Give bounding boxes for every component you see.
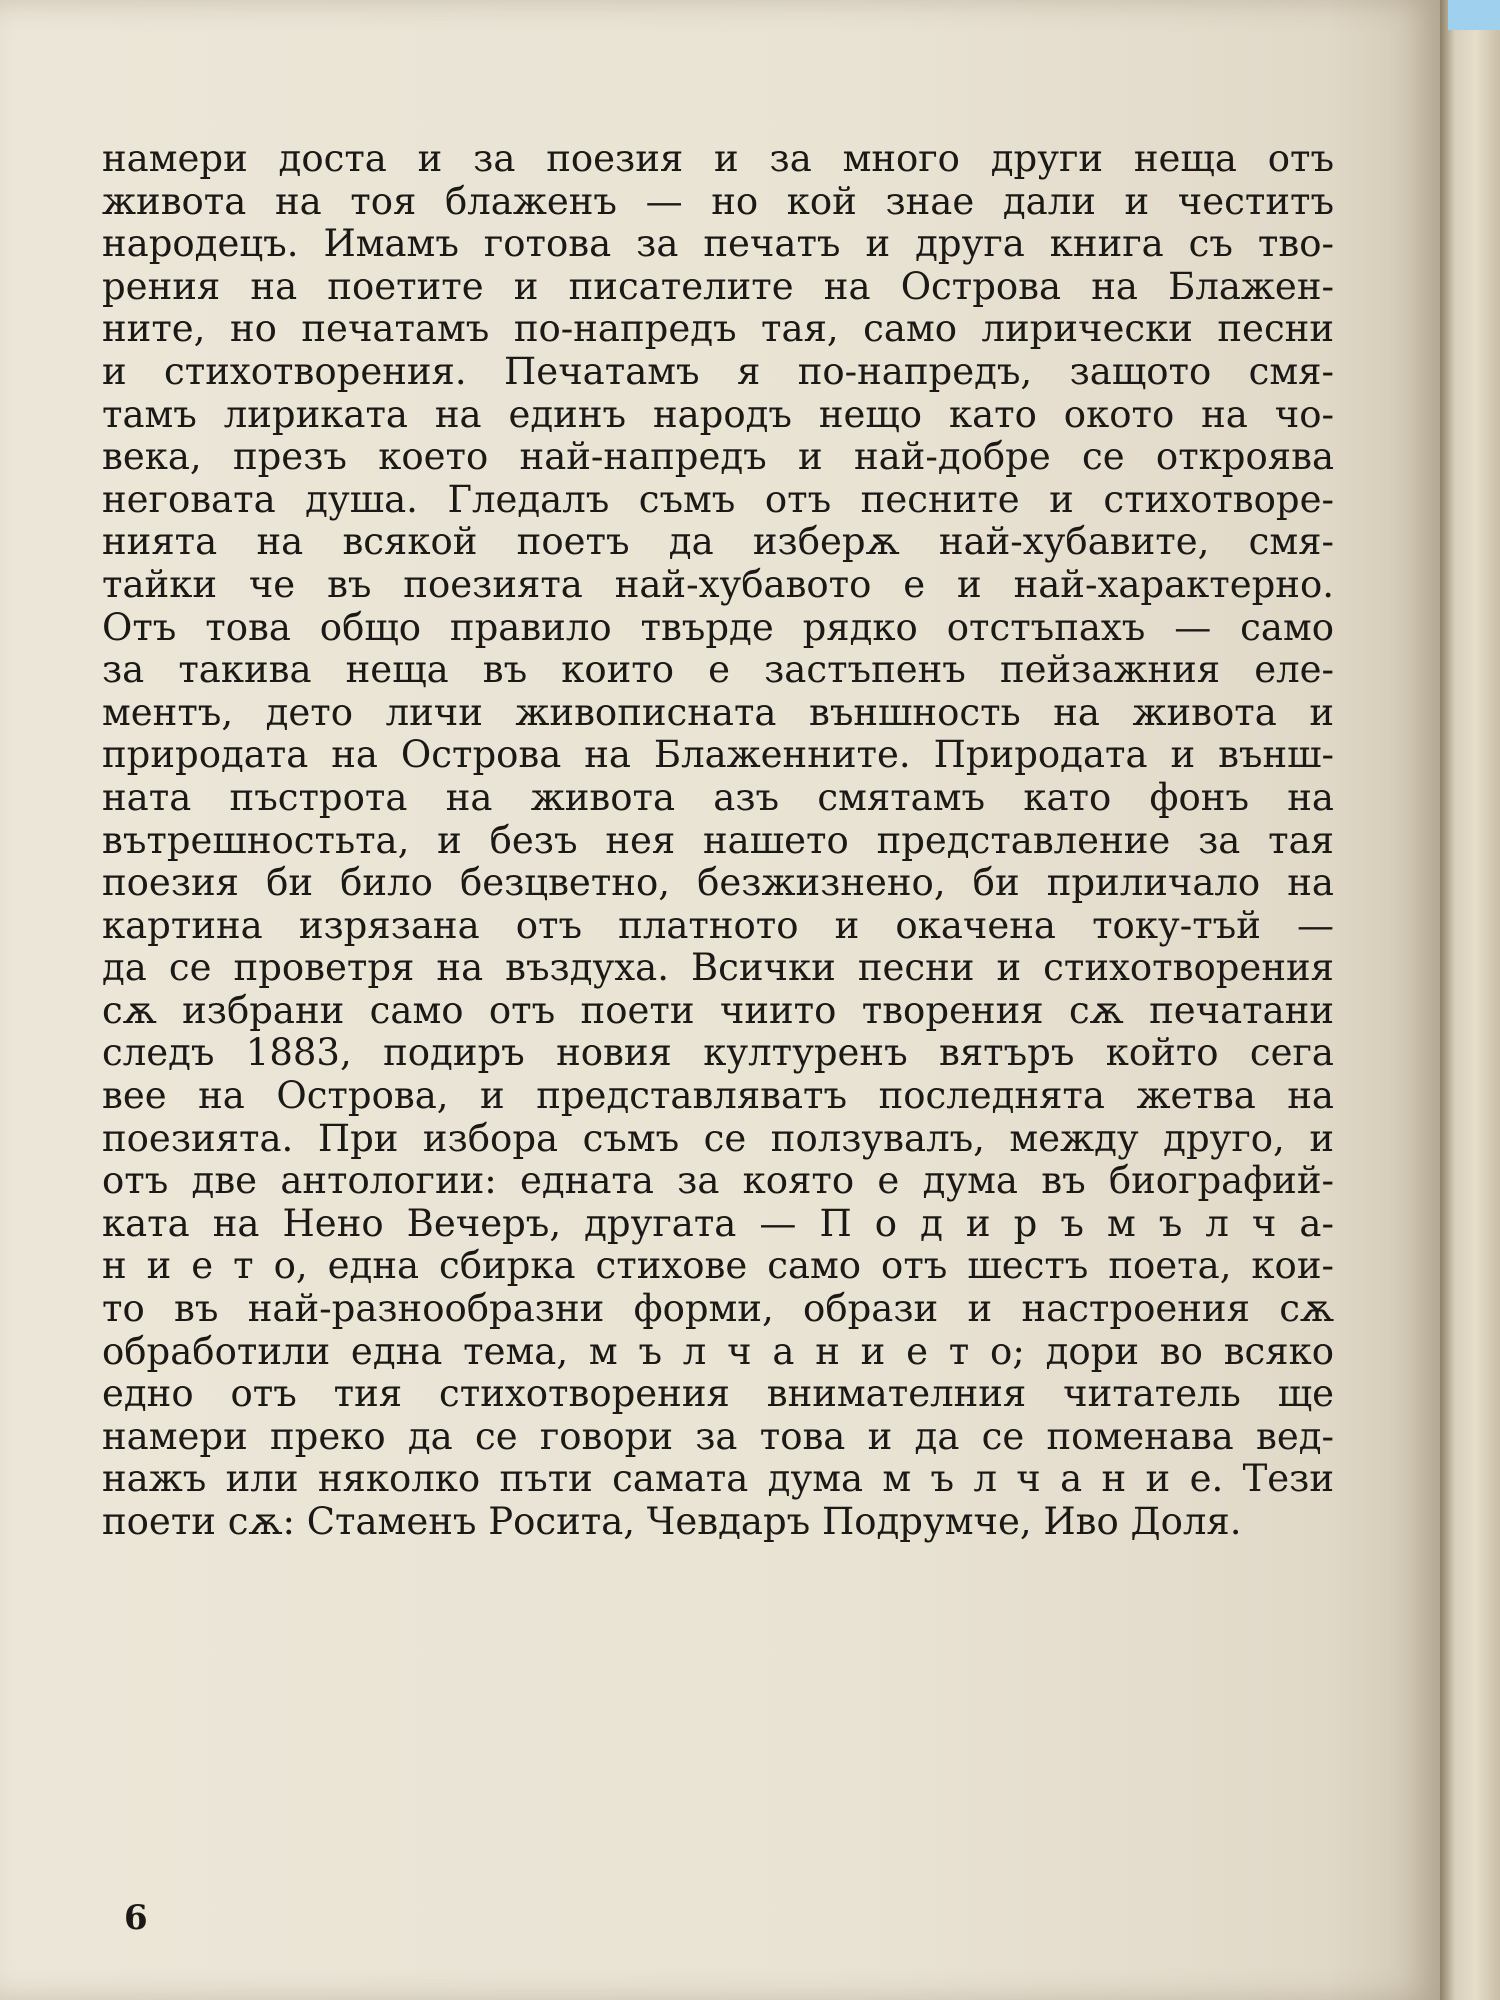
text-line: природата на Острова на Блаженните. Природата и външ-: [102, 734, 1334, 777]
text-line: сѫ избрани само отъ поети чиито творения сѫ печатани: [102, 989, 1334, 1032]
body-text: [102, 138, 1334, 1544]
text-line: рения на поетите и писателите на Острова на Блажен-: [102, 265, 1334, 308]
text-line: за такива неща въ които е застъпенъ пейзажния еле-: [102, 649, 1334, 692]
text-line: едно отъ тия стихотворения внимателния читатель ще: [102, 1373, 1334, 1416]
text-line: ката на Нено Вечеръ, другата — П о д и р ъ м ъ л ч а-: [102, 1202, 1334, 1245]
text-line-last: поети сѫ: Стаменъ Росита, Чевдаръ Подрумче, Иво Доля.: [102, 1501, 1242, 1543]
text-line: живота на тоя блаженъ — но кой знае дали и честитъ: [102, 180, 1334, 223]
text-line: тамъ лириката на единъ народъ нещо като окото на чо-: [102, 393, 1334, 436]
text-line: поезията. При избора съмъ се ползувалъ, между друго, и: [102, 1117, 1334, 1160]
text-line: народецъ. Имамъ готова за печатъ и друга книга съ тво-: [102, 223, 1334, 266]
text-line: нажъ или няколко пъти самата дума м ъ л ч а н и е. Тези: [102, 1458, 1334, 1501]
page-number: 6: [124, 1898, 148, 1938]
text-line: вее на Острова, и представляватъ последнята жетва на: [102, 1075, 1334, 1118]
text-line: намери доста и за поезия и за много други неща отъ: [102, 138, 1334, 180]
book-spine: [1440, 0, 1500, 2000]
text-line: н и е т о, една сбирка стихове само отъ шестъ поета, кои-: [102, 1245, 1334, 1288]
text-line: картина изрязана отъ платното и окачена току-тъй —: [102, 904, 1334, 947]
text-line: да се проветря на въздуха. Всички песни и стихотворения: [102, 947, 1334, 990]
text-line: ната пъстрота на живота азъ смятамъ като фонъ на: [102, 776, 1334, 819]
text-line: тайки че въ поезията най-хубавото е и най-характерно.: [102, 563, 1334, 606]
text-line: поезия би било безцветно, безжизнено, би приличало на: [102, 862, 1334, 905]
text-line: века, презъ което най-напредъ и най-добре се откроява: [102, 436, 1334, 479]
text-line: ните, но печатамъ по-напредъ тая, само лирически песни: [102, 308, 1334, 351]
text-line: неговата душа. Гледалъ съмъ отъ песните и стихотворе-: [102, 478, 1334, 521]
text-line: и стихотворения. Печатамъ я по-напредъ, защото смя-: [102, 350, 1334, 393]
text-line: обработили една тема, м ъ л ч а н и е т о; дори во всяко: [102, 1330, 1334, 1373]
text-line: следъ 1883, подиръ новия културенъ вятъръ който сега: [102, 1032, 1334, 1075]
text-line: отъ две антологии: едната за която е дума въ биографий-: [102, 1160, 1334, 1203]
text-line: то въ най-разнообразни форми, образи и настроения сѫ: [102, 1288, 1334, 1331]
text-line: ментъ, дето личи живописната външность на живота и: [102, 691, 1334, 734]
text-line: намери преко да се говори за това и да се поменава вед-: [102, 1415, 1334, 1458]
text-line: вътрешностьта, и безъ нея нашето представление за тая: [102, 819, 1334, 862]
text-line: Отъ това общо правило твърде рядко отстъпахъ — само: [102, 606, 1334, 649]
background-edge: [1448, 0, 1500, 30]
text-line: нията на всякой поетъ да изберѫ най-хубавите, смя-: [102, 521, 1334, 564]
